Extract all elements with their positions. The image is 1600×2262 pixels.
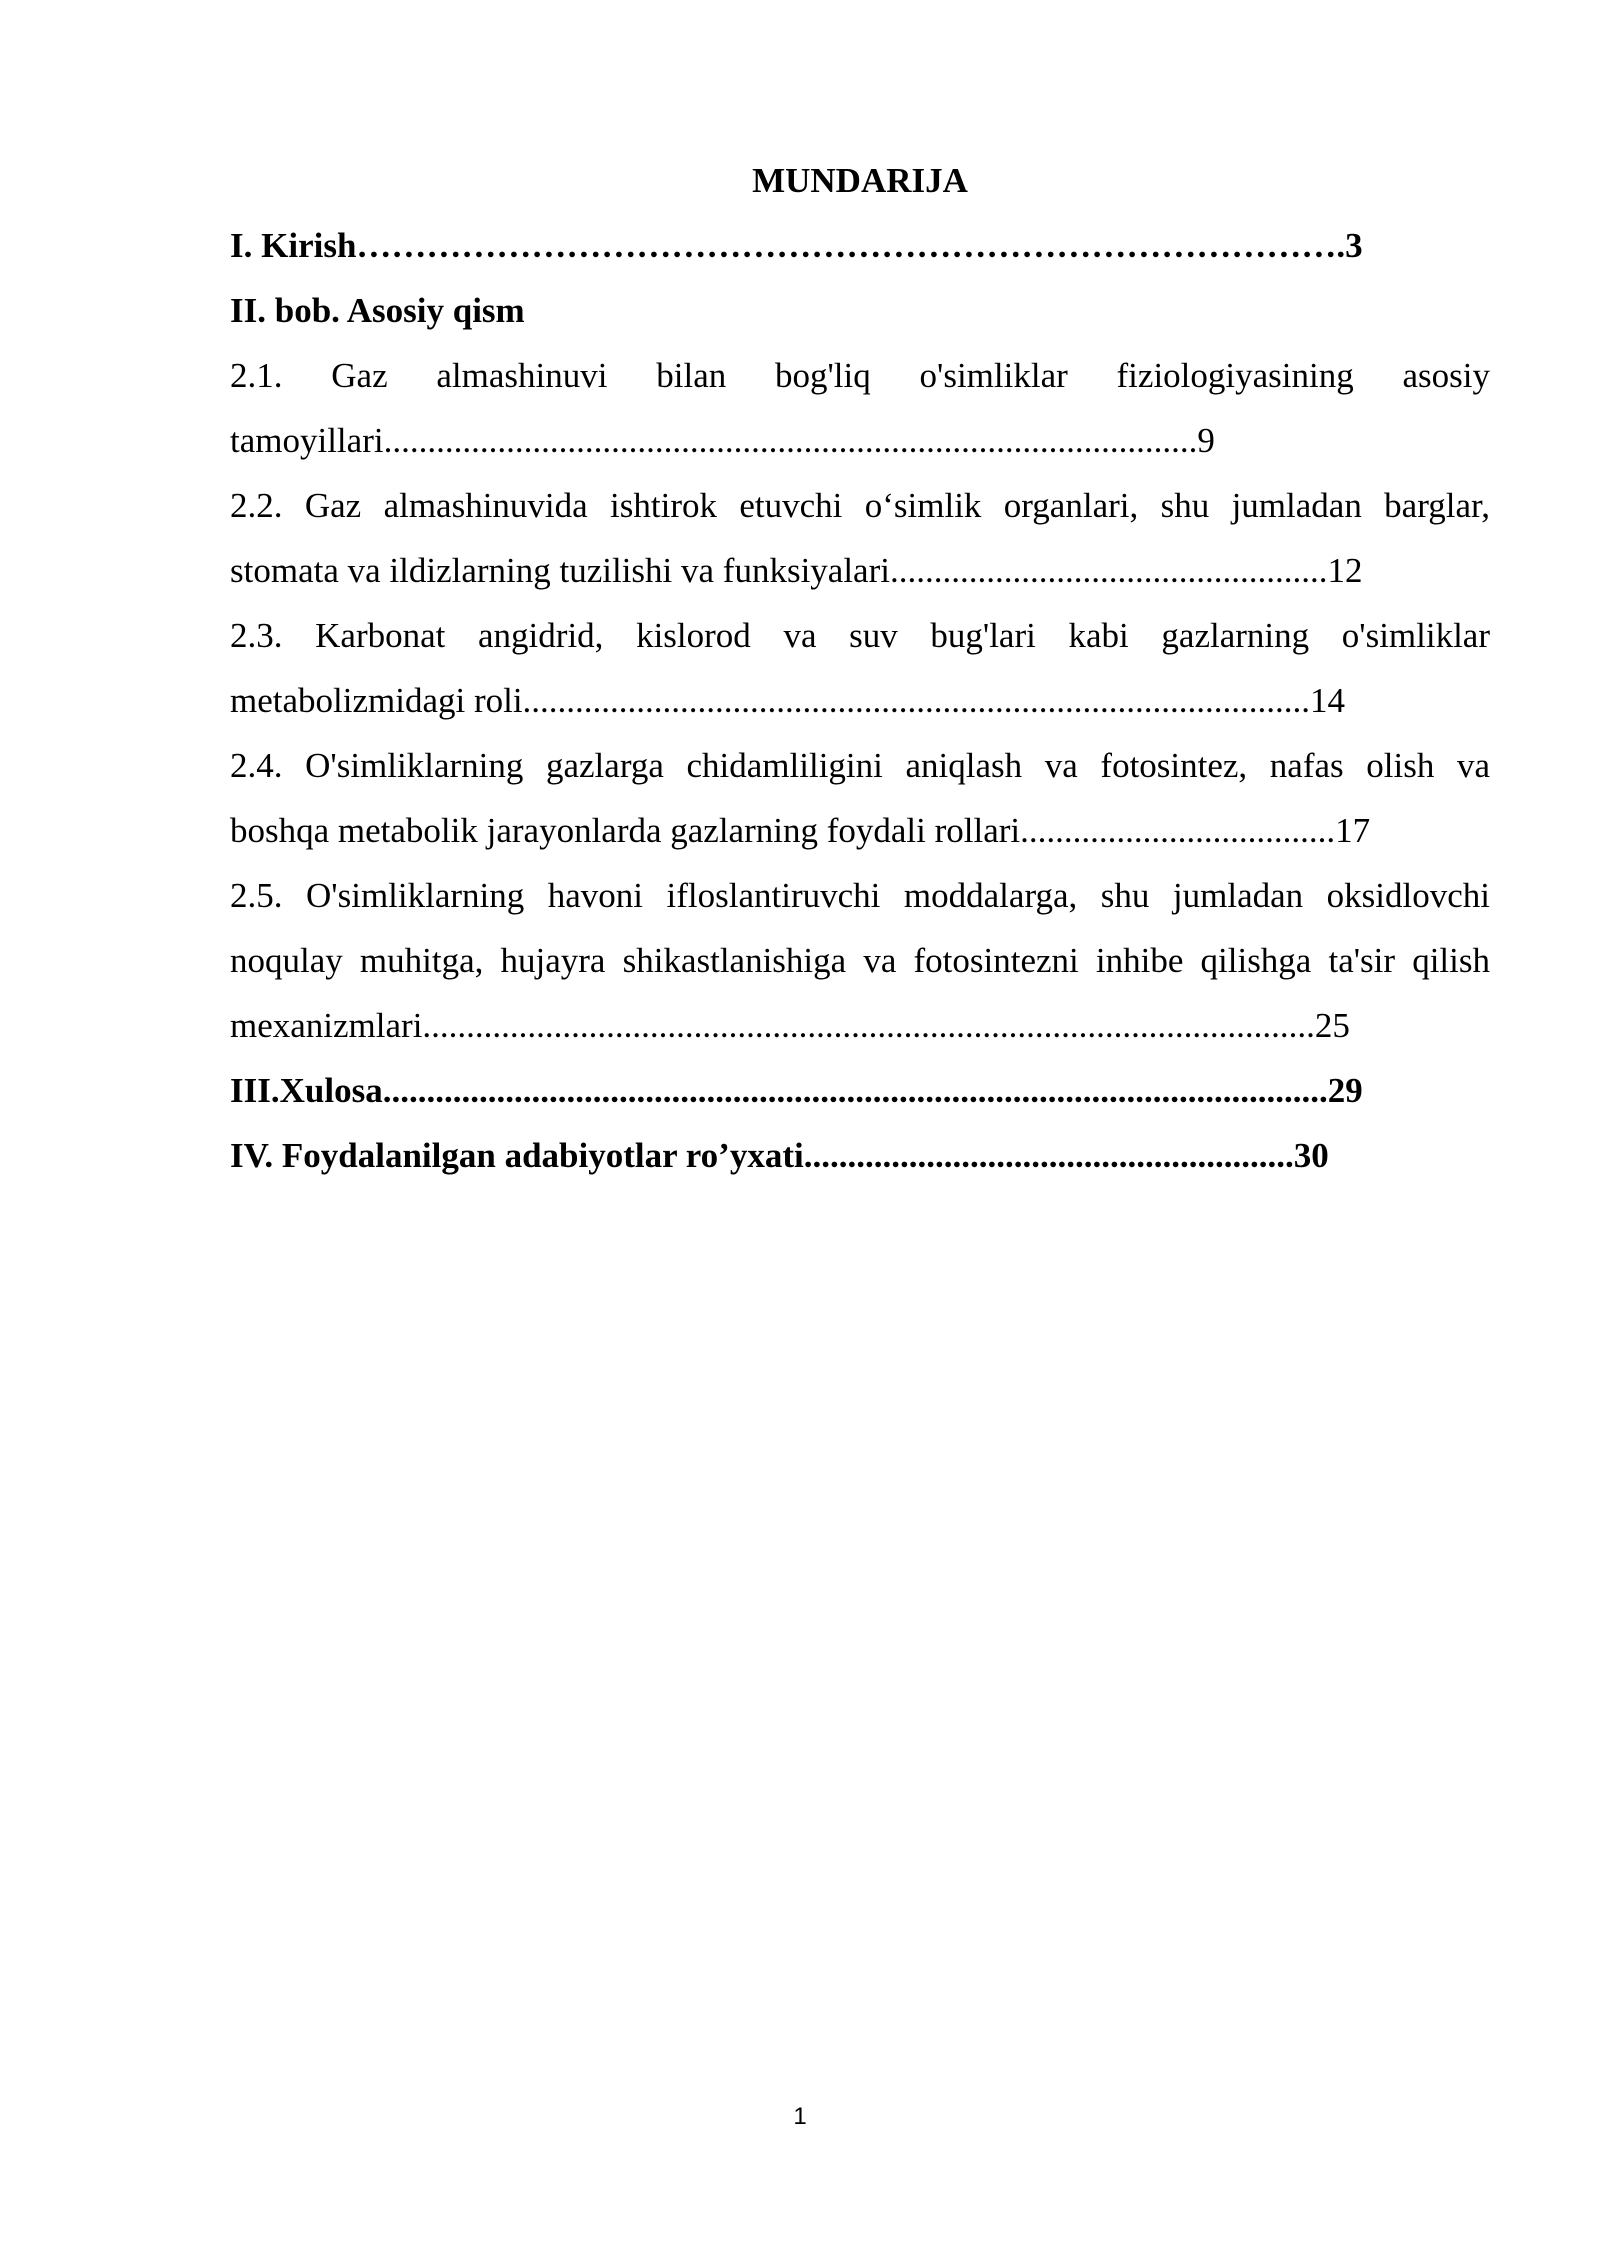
- page-number: 1: [793, 2103, 807, 2130]
- toc-entry-introduction: I. Kirish………………………………………………………………………….3: [230, 226, 1363, 265]
- toc-entry-2-1-line-1: 2.1. Gaz almashinuvi bilan bog'liq o'simliklar fiziologiyasining asosiy: [230, 356, 1490, 395]
- toc-entry-2-5-line-3: mexanizmlari......................................................................................................25: [230, 1006, 1350, 1045]
- toc-entry-2-3-line-2: metabolizmidagi roli..........................................................................................14: [230, 681, 1346, 720]
- toc-entry-2-4-line-2: boshqa metabolik jarayonlarda gazlarning foydali rollari....................................17: [230, 811, 1371, 850]
- toc-entry-2-5-line-2: noqulay muhitga, hujayra shikastlanishiga va fotosintezni inhibe qilishga ta'sir qilish: [230, 941, 1490, 980]
- toc-entry-2-5-line-1: 2.5. O'simliklarning havoni ifloslantiruvchi moddalarga, shu jumladan oksidlovchi: [230, 876, 1490, 915]
- toc-entry-main-part: II. bob. Asosiy qism: [230, 291, 525, 330]
- toc-entry-2-2-line-1: 2.2. Gaz almashinuvida ishtirok etuvchi o‘simlik organlari, shu jumladan barglar,: [230, 486, 1490, 525]
- toc-title: MUNDARIJA: [752, 161, 968, 200]
- toc-entry-2-1-line-2: tamoyillari.............................................................................................9: [230, 421, 1215, 460]
- toc-entry-references: IV. Foydalanilgan adabiyotlar ro’yxati........................................................30: [230, 1136, 1329, 1175]
- toc-entry-2-4-line-1: 2.4. O'simliklarning gazlarga chidamliligini aniqlash va fotosintez, nafas olish va: [230, 746, 1490, 785]
- toc-entry-conclusion: III.Xulosa............................................................................................................29: [230, 1071, 1363, 1110]
- toc-entry-2-2-line-2: stomata va ildizlarning tuzilishi va funksiyalari..................................................12: [230, 551, 1363, 590]
- toc-entry-2-3-line-1: 2.3. Karbonat angidrid, kislorod va suv bug'lari kabi gazlarning o'simliklar: [230, 616, 1490, 655]
- table-of-contents: [230, 148, 1490, 1188]
